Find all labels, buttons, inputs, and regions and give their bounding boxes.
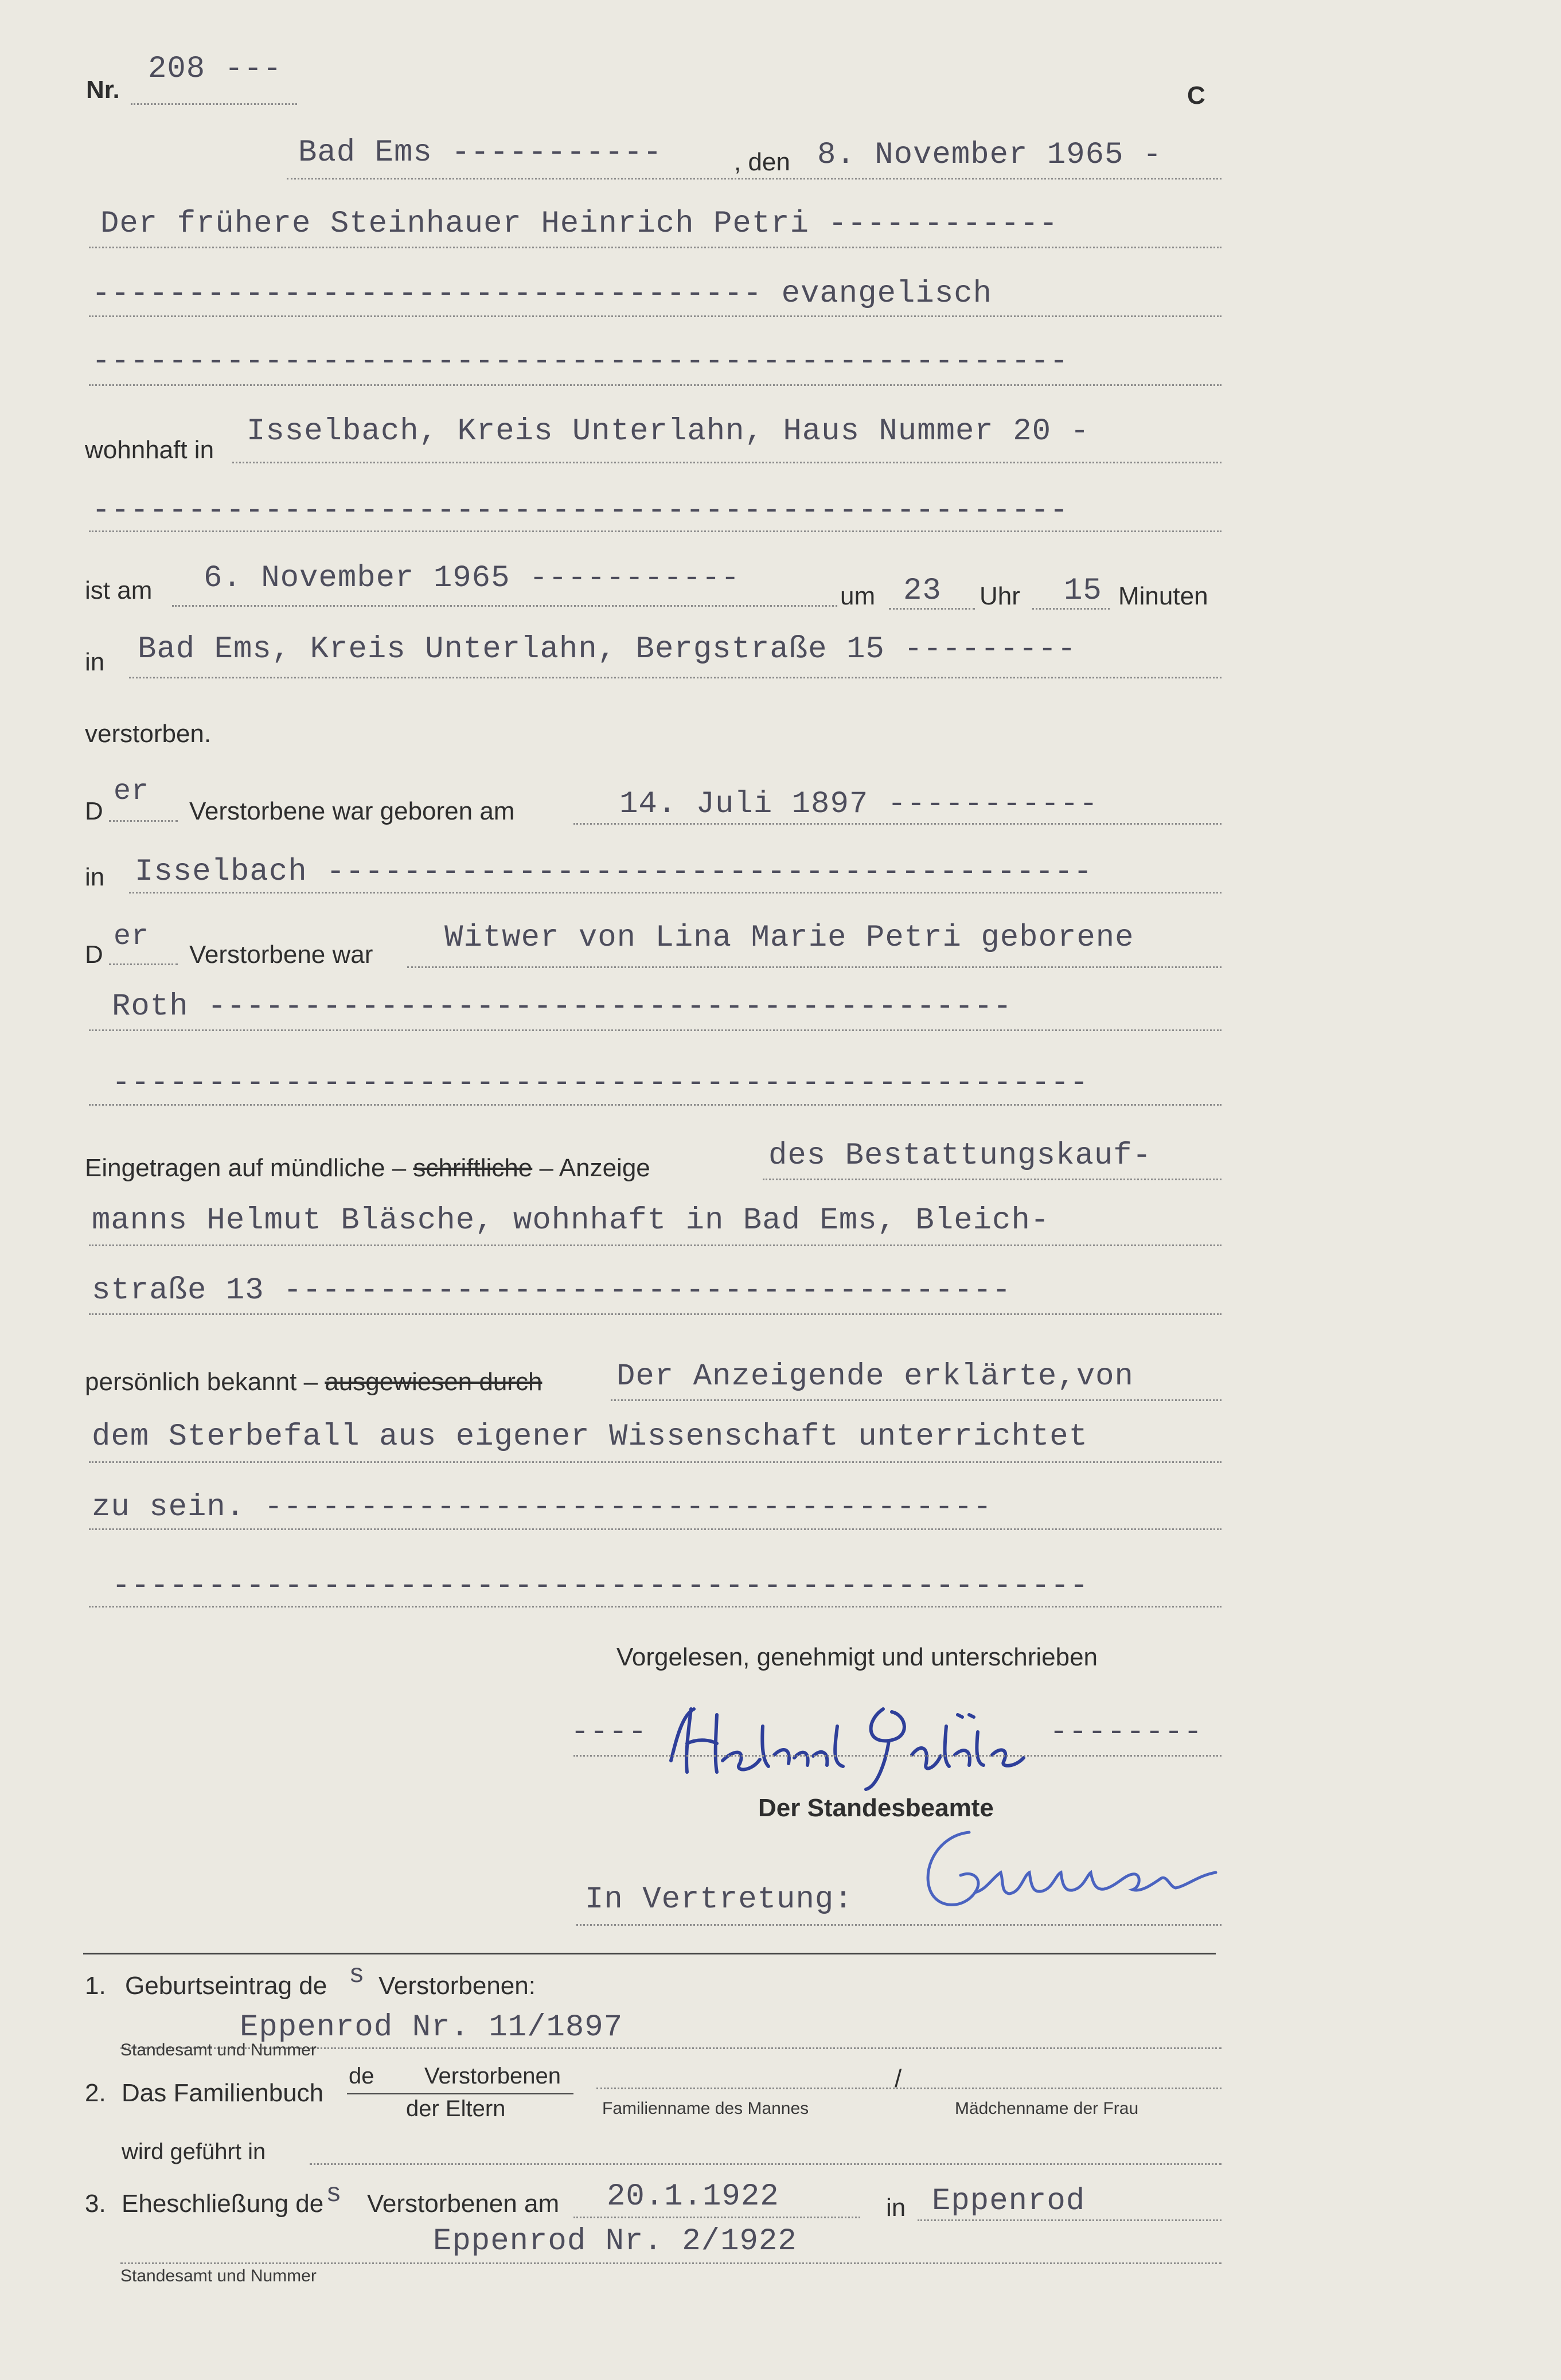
identity-text-a: persönlich bekannt – <box>85 1368 318 1396</box>
dotline <box>232 462 1222 463</box>
dotline <box>89 315 1222 317</box>
dotline <box>573 823 1222 825</box>
note-2-wird: wird geführt in <box>122 2139 266 2164</box>
section-divider <box>83 1953 1216 1954</box>
identity-line-1: Der Anzeigende erklärte,von <box>616 1359 1134 1394</box>
nr-value: 208 --- <box>148 52 282 87</box>
dotline <box>129 892 1222 894</box>
death-hour: 23 <box>903 573 942 608</box>
status-line-2: Roth ------------------------------------------ <box>112 989 1013 1024</box>
in-label: in <box>85 648 105 676</box>
note-2-de: de <box>349 2063 374 2089</box>
note-3-label-a: Eheschließung de <box>122 2190 324 2218</box>
dotline <box>109 820 178 822</box>
um-label: um <box>840 582 876 610</box>
note-2-num: 2. <box>85 2079 106 2107</box>
identity-line-3: zu sein. -------------------------------------- <box>92 1490 993 1525</box>
note-2-slash: / <box>895 2065 902 2093</box>
note-2-verstorbenen: Verstorbenen <box>424 2063 561 2089</box>
note-3-value: Eppenrod Nr. 2/1922 <box>433 2224 797 2259</box>
note-3-label-b: Verstorbenen am <box>367 2190 560 2218</box>
dotline <box>89 530 1222 532</box>
dotline <box>596 2088 1222 2089</box>
informant-signature <box>659 1692 1032 1795</box>
verstorben-label: verstorben. <box>85 720 212 748</box>
dotline <box>573 2217 860 2218</box>
identity-line-4: --------------------------------------------------- <box>112 1569 1089 1603</box>
residence-line-1: Isselbach, Kreis Unterlahn, Haus Nummer 20 - <box>247 414 1090 449</box>
dotline <box>89 384 1222 386</box>
nr-label: Nr. <box>86 76 120 104</box>
dotline <box>89 1244 1222 1246</box>
note-3-date: 20.1.1922 <box>607 2179 779 2214</box>
birth-date: 14. Juli 1897 ----------- <box>619 787 1099 822</box>
corner-letter: C <box>1187 81 1205 110</box>
dotline <box>1032 608 1110 610</box>
eingetragen-strike: schriftliche <box>413 1154 533 1182</box>
residence-line-2: --------------------------------------------------- <box>92 493 1069 528</box>
dotline <box>889 608 975 610</box>
ist-am-label: ist am <box>85 576 153 604</box>
note-3-sub: Standesamt und Nummer <box>120 2266 317 2285</box>
birth-place: Isselbach ---------------------------------------- <box>135 855 1093 889</box>
dotline <box>89 1029 1222 1031</box>
note-3-in: in <box>886 2194 906 2222</box>
dotline <box>89 1104 1222 1106</box>
note-1-num: 1. <box>85 1972 106 2000</box>
note-3-fill: s <box>326 2179 342 2209</box>
dotline <box>89 1606 1222 1608</box>
identity-label <box>85 1368 542 1396</box>
dotline <box>120 2262 1222 2264</box>
person-line-3: --------------------------------------------------- <box>92 344 1069 379</box>
identity-strike: ausgewiesen durch <box>325 1368 543 1396</box>
registration-line-2: manns Helmut Bläsche, wohnhaft in Bad Ems, Bleich- <box>92 1203 1050 1238</box>
birth-er-suffix: er <box>114 775 150 808</box>
note-3-num: 3. <box>85 2190 106 2218</box>
dotline <box>89 1313 1222 1315</box>
person-line-1: Der frühere Steinhauer Heinrich Petri ------------ <box>100 206 1059 241</box>
person-line-2: ----------------------------------- evangelisch <box>92 276 993 311</box>
status-line-1: Witwer von Lina Marie Petri geborene <box>444 920 1134 955</box>
note-1-label-a: Geburtseintrag de <box>125 1972 327 2000</box>
den-label: , den <box>734 148 790 176</box>
death-date: 6. November 1965 ----------- <box>204 561 740 596</box>
registration-line-1: des Bestattungskauf- <box>768 1138 1152 1173</box>
registration-line-3: straße 13 -------------------------------------- <box>92 1273 1012 1308</box>
status-er-suffix: er <box>114 920 150 953</box>
place-value: Bad Ems ----------- <box>298 135 662 170</box>
geboren-label: Verstorbene war geboren am <box>189 797 515 825</box>
minuten-label: Minuten <box>1118 582 1208 610</box>
eingetragen-text-a: Eingetragen auf mündliche – <box>85 1154 407 1182</box>
note-1-value: Eppenrod Nr. 11/1897 <box>240 2010 623 2045</box>
informant-dashes-right: -------- <box>1049 1715 1203 1750</box>
eingetragen-text-b: – Anzeige <box>539 1154 650 1182</box>
death-minute: 15 <box>1064 573 1102 608</box>
note-2-label: Das Familienbuch <box>122 2079 324 2107</box>
birth-in-label: in <box>85 863 105 891</box>
war-label: Verstorbene war <box>189 941 373 969</box>
note-1-label-b: Verstorbenen: <box>378 1972 536 2000</box>
note-2-eltern: der Eltern <box>406 2096 506 2121</box>
dotline <box>407 966 1222 968</box>
note-1-fill: s <box>349 1960 365 1990</box>
note-2-maedchen: Mädchenname der Frau <box>955 2099 1139 2118</box>
dotline <box>89 1461 1222 1463</box>
birth-d-label: D <box>85 797 103 825</box>
read-approved-label: Vorgelesen, genehmigt und unterschrieben <box>616 1643 1098 1671</box>
nr-dotline <box>131 103 297 105</box>
dotline <box>287 178 1222 180</box>
dotline <box>89 247 1222 248</box>
record-date: 8. November 1965 - <box>817 138 1162 173</box>
note-3-place: Eppenrod <box>932 2184 1086 2219</box>
registrar-title: Der Standesbeamte <box>758 1794 994 1822</box>
eingetragen-label <box>85 1154 650 1183</box>
identity-line-2: dem Sterbefall aus eigener Wissenschaft unterrichtet <box>92 1419 1088 1454</box>
dotline <box>611 1399 1222 1401</box>
fraction-line <box>347 2093 573 2094</box>
dotline <box>129 677 1222 678</box>
dotline <box>573 1755 1222 1757</box>
status-line-3: --------------------------------------------------- <box>112 1066 1089 1101</box>
wohnhaft-label: wohnhaft in <box>85 436 214 464</box>
dotline <box>918 2219 1222 2221</box>
dotline <box>172 605 837 607</box>
registrar-signature <box>906 1818 1227 1927</box>
status-d-label: D <box>85 941 103 969</box>
dotline <box>576 1924 1222 1926</box>
dotline <box>310 2163 1222 2165</box>
note-2-fam-mann: Familienname des Mannes <box>602 2099 809 2118</box>
uhr-label: Uhr <box>979 582 1020 610</box>
deputy-text: In Vertretung: <box>585 1882 853 1917</box>
death-place: Bad Ems, Kreis Unterlahn, Bergstraße 15 --------- <box>138 632 1076 667</box>
dotline <box>109 963 178 965</box>
informant-dashes-left: ---- <box>571 1715 647 1750</box>
note-1-sub: Standesamt und Nummer <box>120 2040 317 2059</box>
dotline <box>763 1179 1222 1180</box>
dotline <box>89 1528 1222 1530</box>
